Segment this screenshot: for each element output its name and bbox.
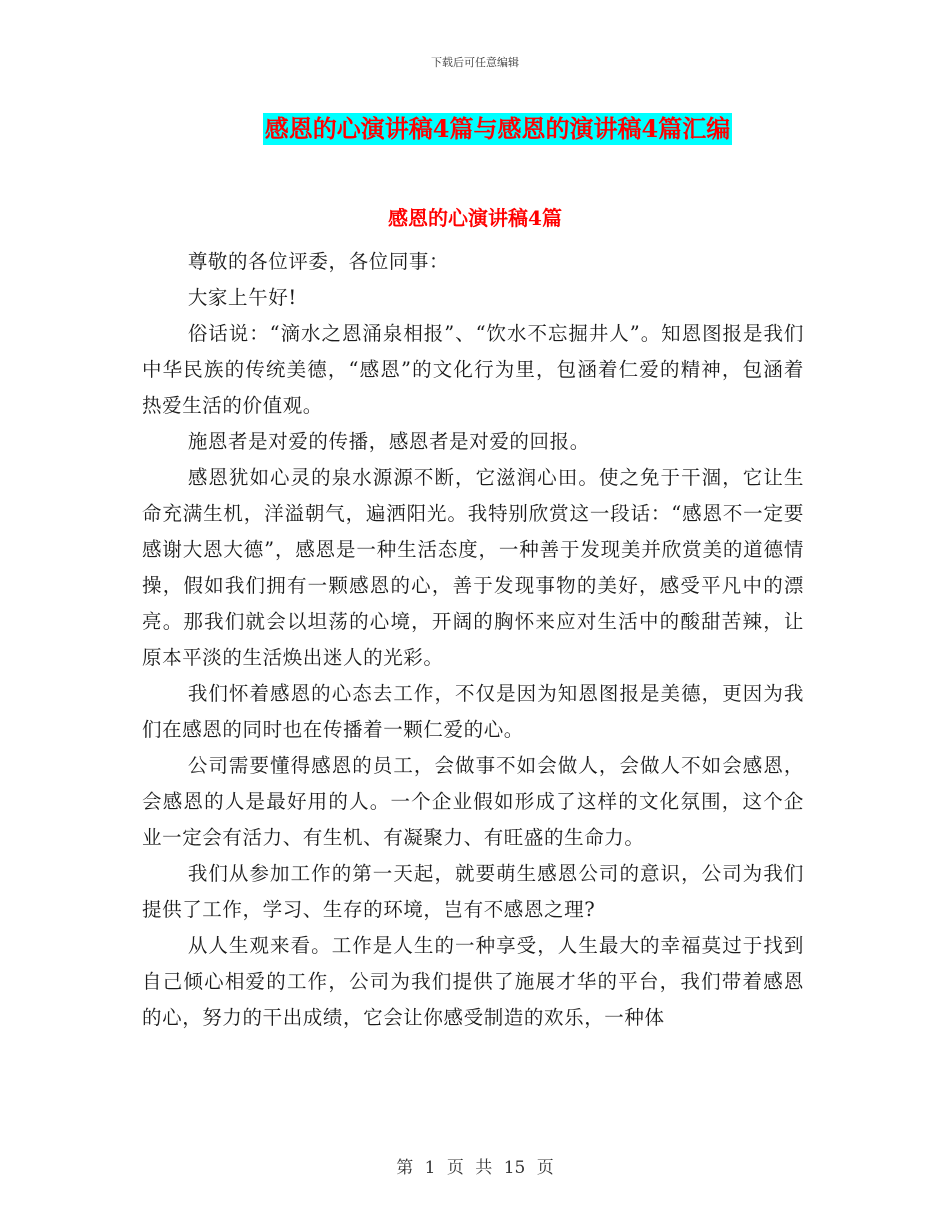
document-title-text: 感恩的心演讲稿4篇与感恩的演讲稿4篇汇编 <box>264 114 731 143</box>
section-title: 感恩的心演讲稿4篇 <box>388 206 562 230</box>
document-title <box>0 113 950 145</box>
paragraph: 从人生观来看。工作是人生的一种享受，人生最大的幸福莫过于找到自己倾心相爱的工作，公司为我们提供了施展才华的平台，我们带着感恩的心，努力的干出成绩，它会让你感受制造的欢乐，一种体 <box>142 934 804 1029</box>
paragraph: 公司需要懂得感恩的员工，会做事不如会做人，会做人不如会感恩，会感恩的人是最好用的人。一个企业假如形成了这样的文化氛围，这个企业一定会有活力、有生机、有凝聚力、有旺盛的生命力。 <box>142 754 804 849</box>
paragraph: 我们怀着感恩的心态去工作，不仅是因为知恩图报是美德，更因为我们在感恩的同时也在传播着一颗仁爱的心。 <box>142 682 804 741</box>
paragraph: 施恩者是对爱的传播，感恩者是对爱的回报。 <box>187 430 590 453</box>
paragraph: 我们从参加工作的第一天起，就要萌生感恩公司的意识，公司为我们提供了工作，学习、生存的环境，岂有不感恩之理? <box>142 862 804 921</box>
page-number-footer: 第 1 页 共 15 页 <box>396 1158 554 1178</box>
header-note: 下载后可任意编辑 <box>431 56 519 69</box>
paragraph: 俗话说：“滴水之恩涌泉相报”、“饮水不忘掘井人”。知恩图报是我们中华民族的传统美德，“感恩”的文化行为里，包涵着仁爱的精神，包涵着热爱生活的价值观。 <box>142 322 804 417</box>
paragraph: 大家上午好! <box>187 286 297 309</box>
paragraph: 尊敬的各位评委，各位同事： <box>187 250 450 273</box>
document-body <box>142 244 804 1036</box>
paragraph: 感恩犹如心灵的泉水源源不断，它滋润心田。使之免于干涸，它让生命充满生机，洋溢朝气，遍洒阳光。我特别欣赏这一段话：“感恩不一定要感谢大恩大德”，感恩是一种生活态度，一种善于发现美并欣赏美的道德情操，假如我们拥有一颗感恩的心，善于发现事物的美好，感受平凡中的漂亮。那我们就会以坦荡的心境，开阔的胸怀来应对生活中的酸甜苦辣，让原本平淡的生活焕出迷人的光彩。 <box>142 466 804 669</box>
